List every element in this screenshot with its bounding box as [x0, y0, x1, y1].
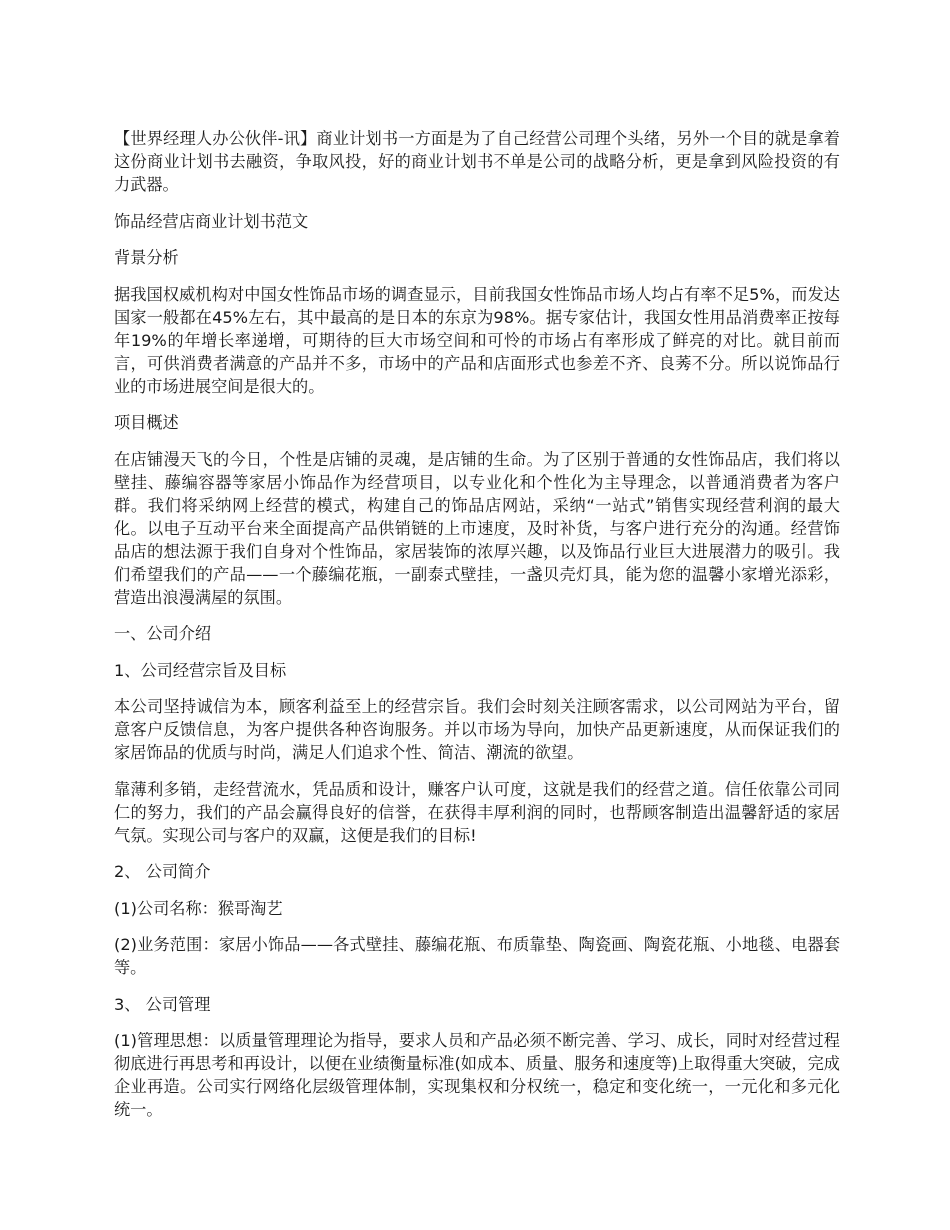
- purpose-paragraph-2: 靠薄利多销，走经营流水，凭品质和设计，赚客户认可度，这就是我们的经营之道。信任依靠公司同仁的努力，我们的产品会赢得良好的信誉，在获得丰厚利润的同时，也帮顾客制造出温馨舒适的家居气氛。实现公司与客户的双赢，这便是我们的目标!: [114, 779, 840, 845]
- subsection-heading-profile: 2、 公司简介: [114, 862, 211, 881]
- company-name-item: (1)公司名称：猴哥淘艺: [114, 898, 283, 918]
- section-heading-company-intro: 一、公司介绍: [114, 624, 212, 643]
- subsection-heading-management: 3、 公司管理: [114, 994, 211, 1014]
- intro-paragraph: 【世界经理人办公伙伴-讯】商业计划书一方面是为了自己经营公司理个头绪，另外一个目的就是拿着这份商业计划书去融资，争取风投，好的商业计划书不单是公司的战略分析，更是拿到风险投资的有力武器。: [114, 129, 840, 194]
- management-philosophy-item: (1)管理思想：以质量管理理论为指导，要求人员和产品必须不断完善、学习、成长，同时对经营过程彻底进行再思考和再设计，以便在业绩衡量标准(如成本、质量、服务和速度等)上取得重大突破，完成企业再造。公司实行网络化层级管理体制，实现集权和分权统一，稳定和变化统一，一元化和多元化统一。: [114, 1031, 840, 1119]
- background-paragraph: 据我国权威机构对中国女性饰品市场的调查显示，目前我国女性饰品市场人均占有率不足5%，而发达国家一般都在45%左右，其中最高的是日本的东京为98%。据专家估计，我国女性用品消费率正按每年19%的年增长率递增，可期待的巨大市场空间和可怜的市场占有率形成了鲜亮的对比。就目前而言，可供消费者满意的产品并不多，市场中的产品和店面形式也参差不齐、良莠不分。所以说饰品行业的市场进展空间是很大的。: [114, 284, 840, 396]
- subsection-heading-purpose: 1、公司经营宗旨及目标: [114, 660, 287, 680]
- overview-paragraph: 在店铺漫天飞的今日，个性是店铺的灵魂，是店铺的生命。为了区别于普通的女性饰品店，我们将以壁挂、藤编容器等家居小饰品作为经营项目，以专业化和个性化为主导理念，以普通消费者为客户群。我们将采纳网上经营的模式，构建自己的饰品店网站，采纳“一站式”销售实现经营利润的最大化。以电子互动平台来全面提高产品供销链的上市速度，及时补货，与客户进行充分的沟通。经营饰品店的想法源于我们自身对个性饰品，家居装饰的浓厚兴趣，以及饰品行业巨大进展潜力的吸引。我们希望我们的产品——一个藤编花瓶，一副泰式壁挂，一盏贝壳灯具，能为您的温馨小家增光添彩，营造出浪漫满屋的氛围。: [114, 449, 840, 607]
- document-body: [114, 127, 840, 1135]
- purpose-paragraph-1: 本公司坚持诚信为本，顾客利益至上的经营宗旨。我们会时刻关注顾客需求，以公司网站为平台，留意客户反馈信息，为客户提供各种咨询服务。并以市场为导向，加快产品更新速度，从而保证我们的家居饰品的优质与时尚，满足人们追求个性、简洁、潮流的欲望。: [114, 697, 840, 762]
- business-scope-item: (2)业务范围：家居小饰品——各式壁挂、藤编花瓶、布质靠垫、陶瓷画、陶瓷花瓶、小地毯、电器套等。: [114, 935, 840, 977]
- document-title: 饰品经营店商业计划书范文: [114, 211, 309, 231]
- section-heading-overview: 项目概述: [114, 413, 179, 432]
- section-heading-background: 背景分析: [114, 248, 179, 267]
